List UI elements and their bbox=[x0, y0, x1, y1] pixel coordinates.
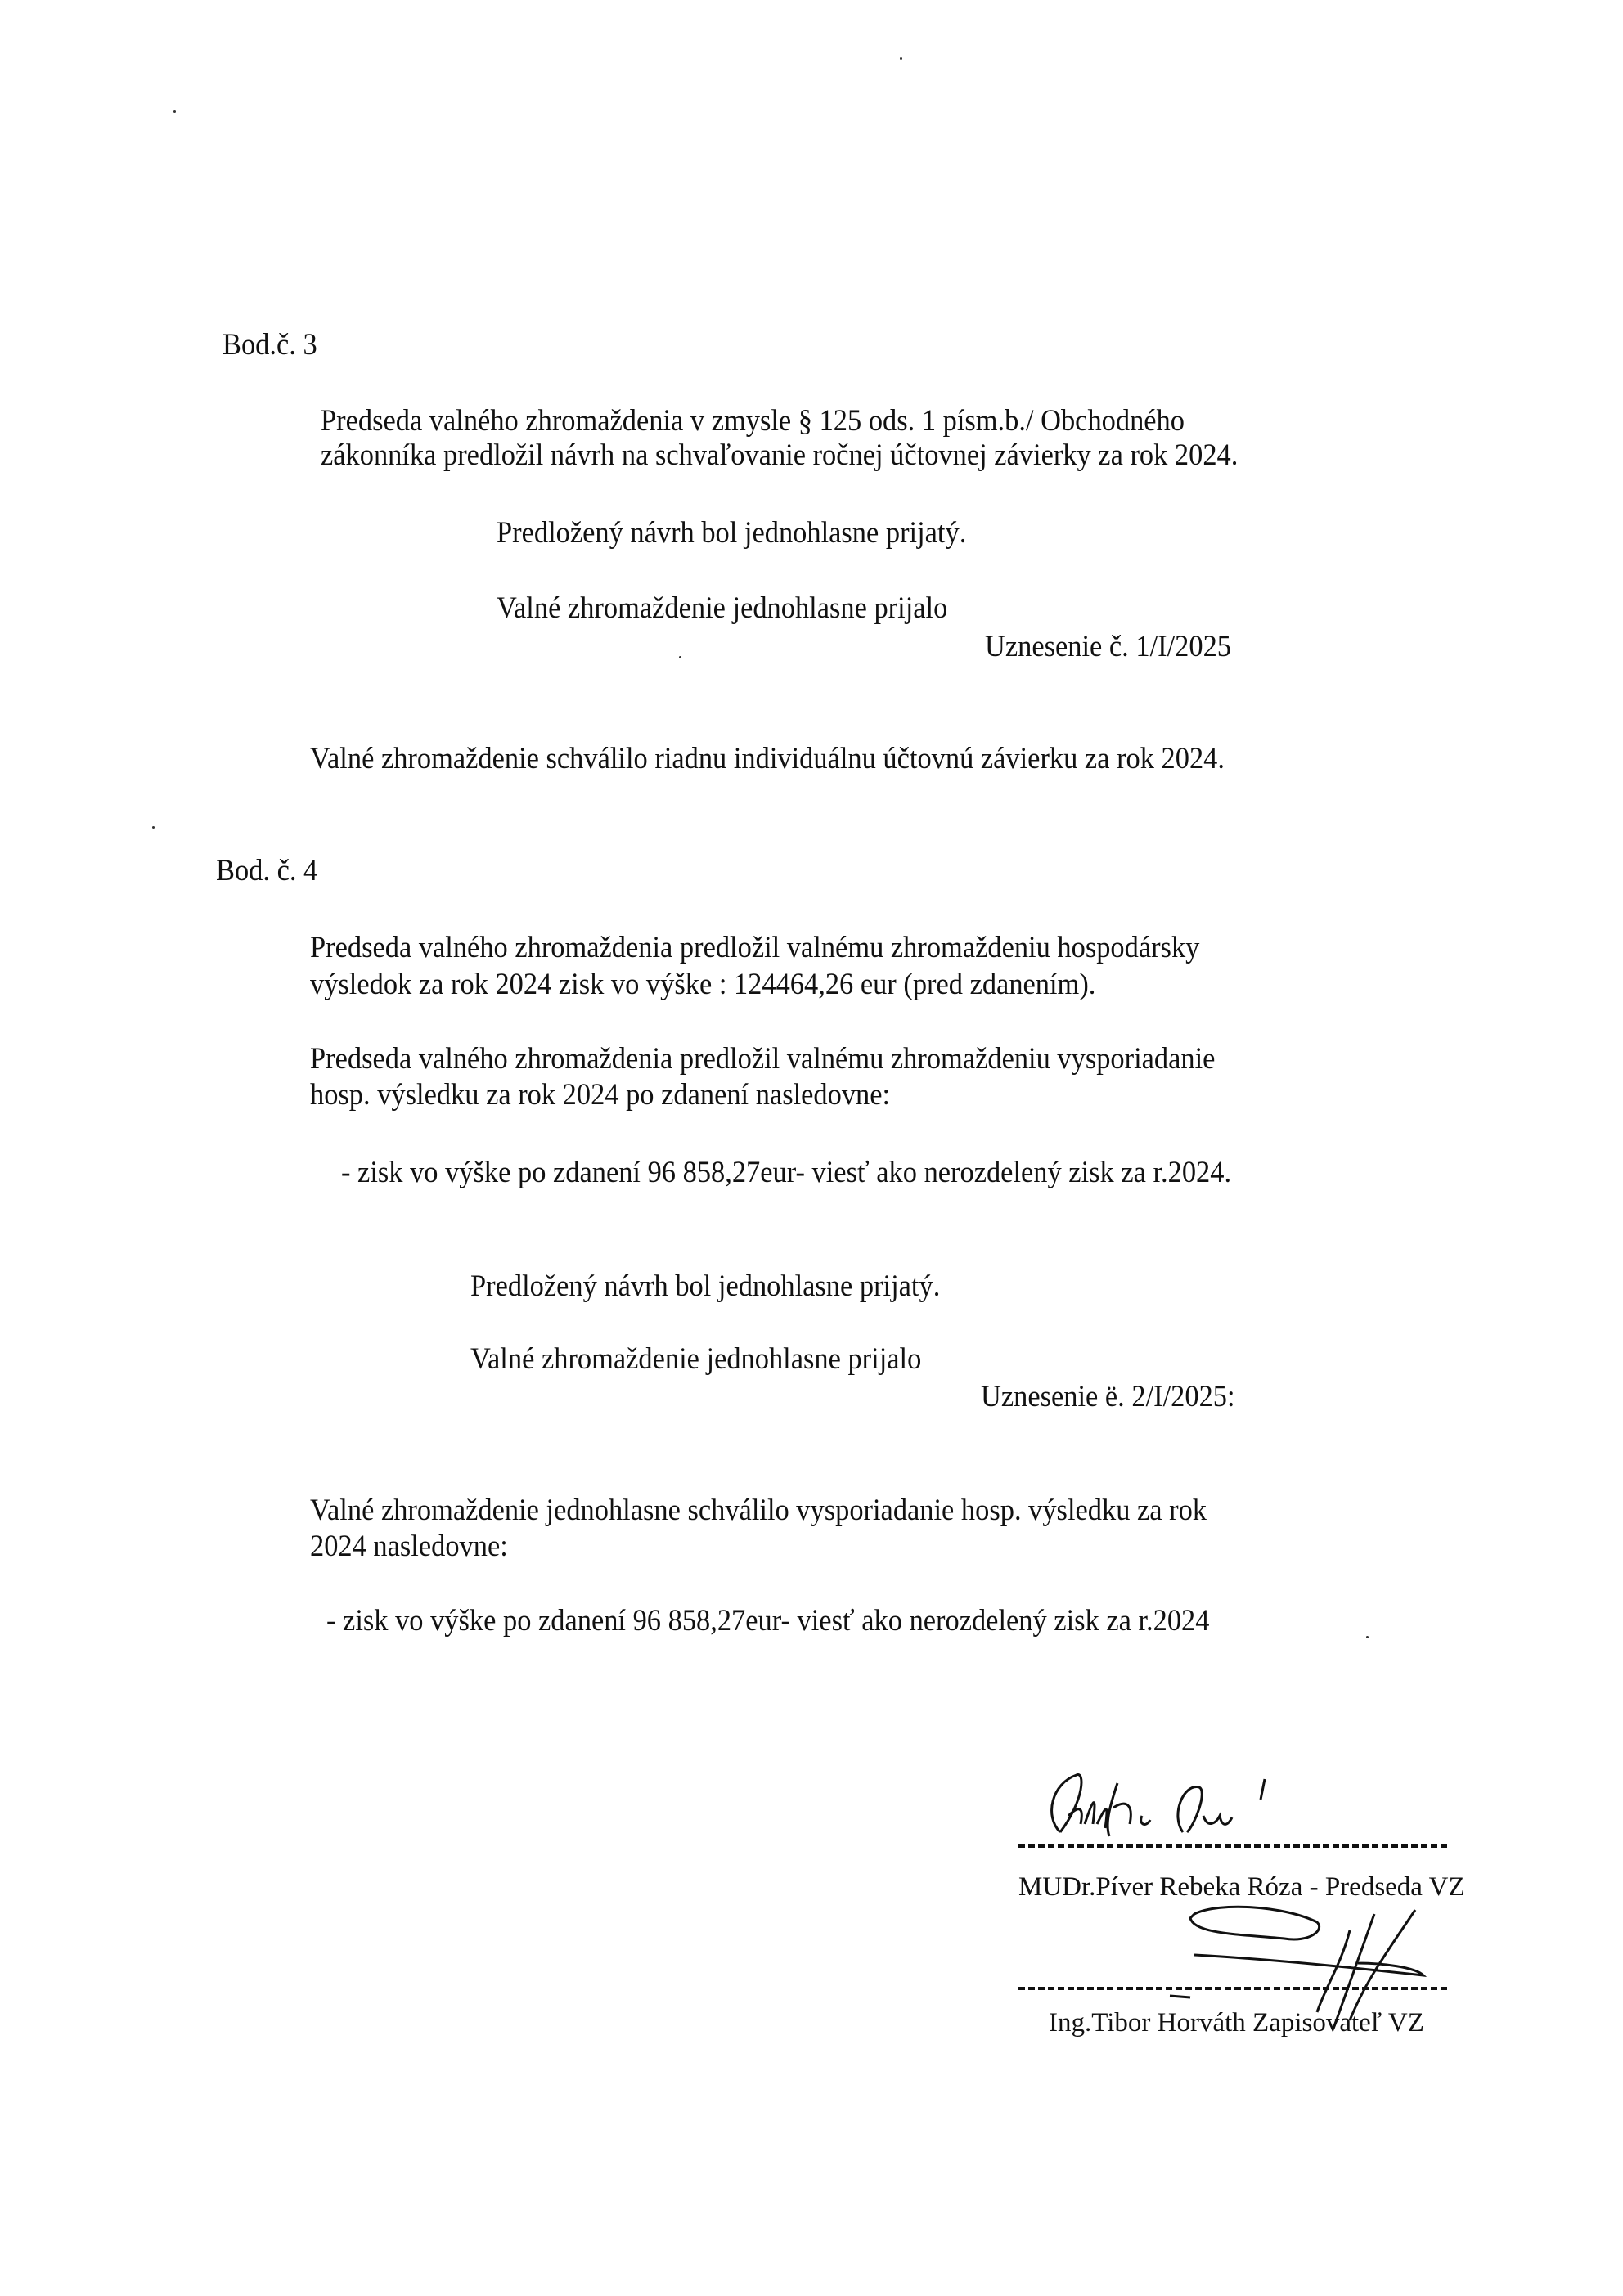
scan-speck bbox=[679, 656, 681, 658]
section-4-approved-line2: 2024 nasledovne: bbox=[310, 1530, 508, 1563]
chair-signature bbox=[1027, 1767, 1306, 1840]
section-3-adopted: Valné zhromaždenie jednohlasne prijalo bbox=[497, 591, 948, 625]
section-4-p2-line2: hosp. výsledku za rok 2024 po zdanení nasledovne: bbox=[310, 1078, 891, 1112]
section-3-resolution: Uznesenie č. 1/I/2025 bbox=[985, 630, 1232, 663]
section-3-approved: Valné zhromaždenie schválilo riadnu individuálnu účtovnú závierku za rok 2024. bbox=[310, 742, 1225, 775]
section-3-paragraph-line1: Predseda valného zhromaždenia v zmysle § 125 ods. 1 písm.b./ Obchodného bbox=[321, 404, 1185, 438]
section-4-adopted: Valné zhromaždenie jednohlasne prijalo bbox=[470, 1342, 922, 1376]
chair-signature-line bbox=[1018, 1844, 1447, 1848]
scan-speck bbox=[1366, 1636, 1369, 1638]
section-4-p1-line1: Predseda valného zhromaždenia predložil valnému zhromaždeniu hospodársky bbox=[310, 931, 1200, 964]
section-3-accepted: Predložený návrh bol jednohlasne prijatý. bbox=[497, 516, 967, 550]
section-4-p1-line2: výsledok za rok 2024 zisk vo výške : 124464,26 eur (pred zdanením). bbox=[310, 968, 1096, 1001]
recorder-name: Ing.Tibor Horváth Zapisovateľ VZ bbox=[1049, 2008, 1424, 2038]
section-4-accepted: Predložený návrh bol jednohlasne prijatý. bbox=[470, 1269, 941, 1303]
scan-speck bbox=[152, 826, 155, 829]
section-3-paragraph-line2: zákonníka predložil návrh na schvaľovanie ročnej účtovnej závierky za rok 2024. bbox=[321, 438, 1239, 472]
section-4-heading: Bod. č. 4 bbox=[216, 854, 318, 887]
section-4-item1: - zisk vo výške po zdanení 96 858,27eur- viesť ako nerozdelený zisk za r.2024. bbox=[341, 1156, 1232, 1189]
chair-name: MUDr.Píver Rebeka Róza - Predseda VZ bbox=[1018, 1872, 1465, 1902]
scan-speck bbox=[173, 110, 176, 113]
section-3-heading: Bod.č. 3 bbox=[223, 328, 317, 362]
scan-speck bbox=[900, 57, 902, 60]
section-4-item2: - zisk vo výške po zdanení 96 858,27eur- viesť ako nerozdelený zisk za r.2024 bbox=[326, 1604, 1210, 1638]
section-4-p2-line1: Predseda valného zhromaždenia predložil valnému zhromaždeniu vysporiadanie bbox=[310, 1042, 1216, 1076]
section-4-approved-line1: Valné zhromaždenie jednohlasne schválilo vysporiadanie hosp. výsledku za rok bbox=[310, 1494, 1207, 1527]
section-4-resolution: Uznesenie ë. 2/I/2025: bbox=[981, 1380, 1235, 1413]
recorder-signature-line bbox=[1018, 1987, 1447, 1990]
